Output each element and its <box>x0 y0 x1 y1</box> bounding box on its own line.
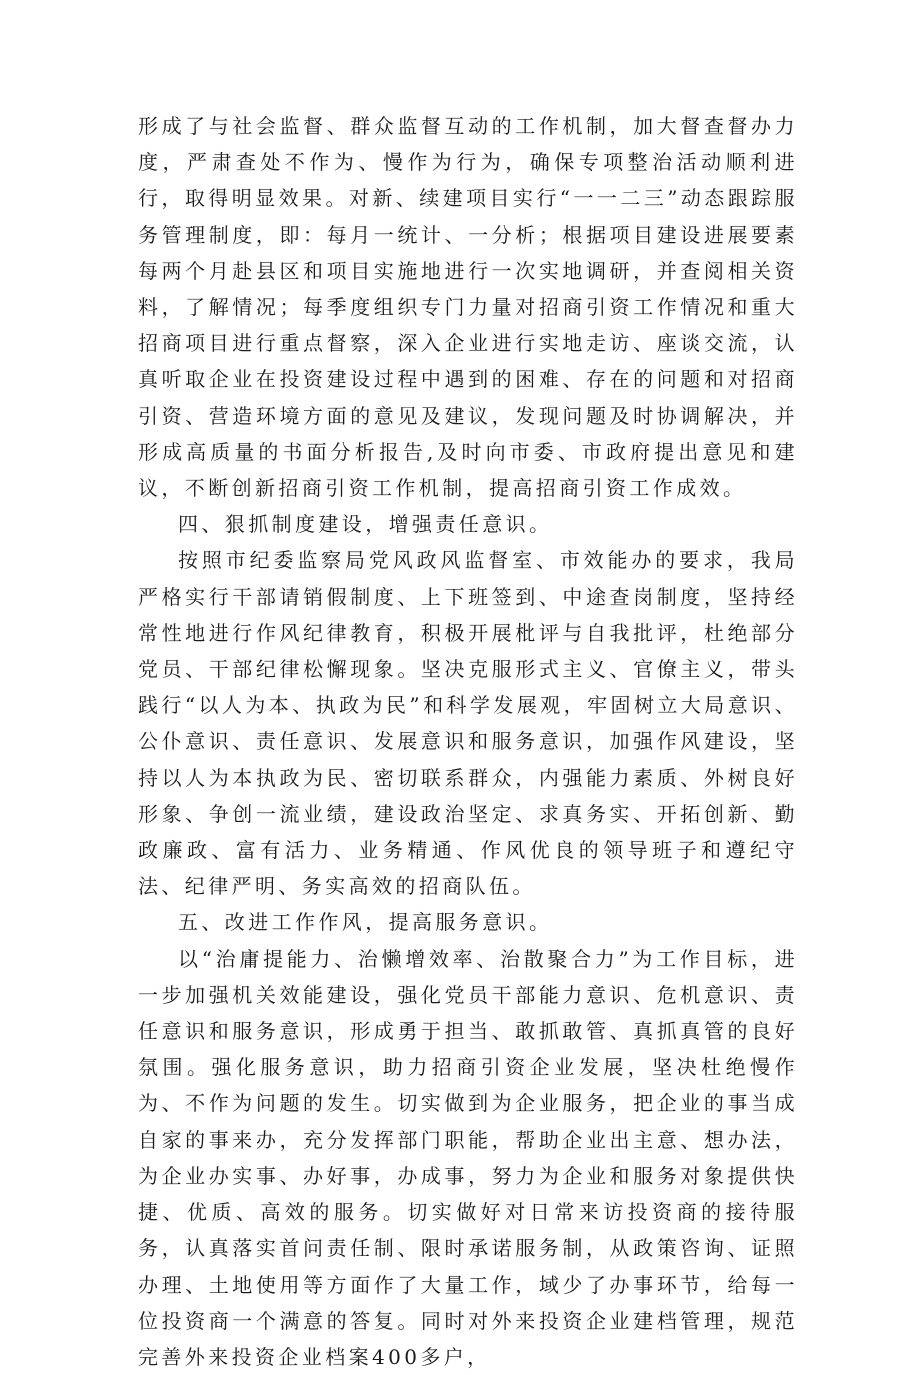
section-heading-four: 四、狠抓制度建设，增强责任意识。 <box>178 512 553 537</box>
document-body <box>138 108 798 1375</box>
paragraph-supervision-mechanism: 形成了与社会监督、群众监督互动的工作机制，加大督查督办力度，严肃查处不作为、慢作为行为，确保专项整治活动顺利进行，取得明显效果。对新、续建项目实行“一一二三”动态跟踪服务管理制度，即：每月一统计、一分析；根据项目建设进展要素每两个月赴县区和项目实施地进行一次实地调研，并查阅相关资料，了解情况；每季度组织专门力量对招商引资工作情况和重大招商项目进行重点督察，深入企业进行实地走访、座谈交流，认真听取企业在投资建设过程中遇到的困难、存在的问题和对招商引资、营造环境方面的意见及建议，发现问题及时协调解决，并形成高质量的书面分析报告,及时向市委、市政府提出意见和建议，不断创新招商引资工作机制，提高招商引资工作成效。 <box>138 114 798 501</box>
paragraph-system-building: 按照市纪委监察局党风政风监督室、市效能办的要求，我局严格实行干部请销假制度、上下班签到、中途查岗制度，坚持经常性地进行作风纪律教育，积极开展枇评与自我批评，杜绝部分党员、干部纪律松懈现象。坚决克服形式主义、官僚主义，带头践行“以人为本、执政为民”和科学发展观，牢固树立大局意识、公仆意识、责任意识、发展意识和服务意识，加强作风建设，坚持以人为本执政为民、密切联系群众，内强能力素质、外树良好形象、争创一流业绩，建设政治坚定、求真务实、开拓创新、勤政廉政、富有活力、业务精通、作风优良的领导班子和遵纪守法、纪律严明、务实高效的招商队伍。 <box>138 548 798 899</box>
paragraph-work-style: 以“治庸提能力、治懒增效率、治散聚合力”为工作目标，进一步加强机关效能建设，强化党员干部能力意识、危机意识、责任意识和服务意识，形成勇于担当、敢抓敢管、真抓真管的良好氛围。强化服务意识，助力招商引资企业发展，坚决杜绝慢作为、不作为问题的发生。切实做到为企业服务，把企业的事当成自家的事来办，充分发挥部门职能，帮助企业出主意、想办法，为企业办实事、办好事，办成事，努力为企业和服务对象提供快捷、优质、高效的服务。切实做好对日常来访投资商的接待服务，认真落实首问责任制、限时承诺服务制，从政策咨询、证照办理、土地使用等方面作了大量工作，域少了办事环节，给每一位投资商一个满意的答复。同时对外来投资企业建档管理，规范完善外来投资企业档案400多户， <box>138 946 798 1369</box>
section-heading-five: 五、改进工作作风，提高服务意识。 <box>178 910 553 935</box>
